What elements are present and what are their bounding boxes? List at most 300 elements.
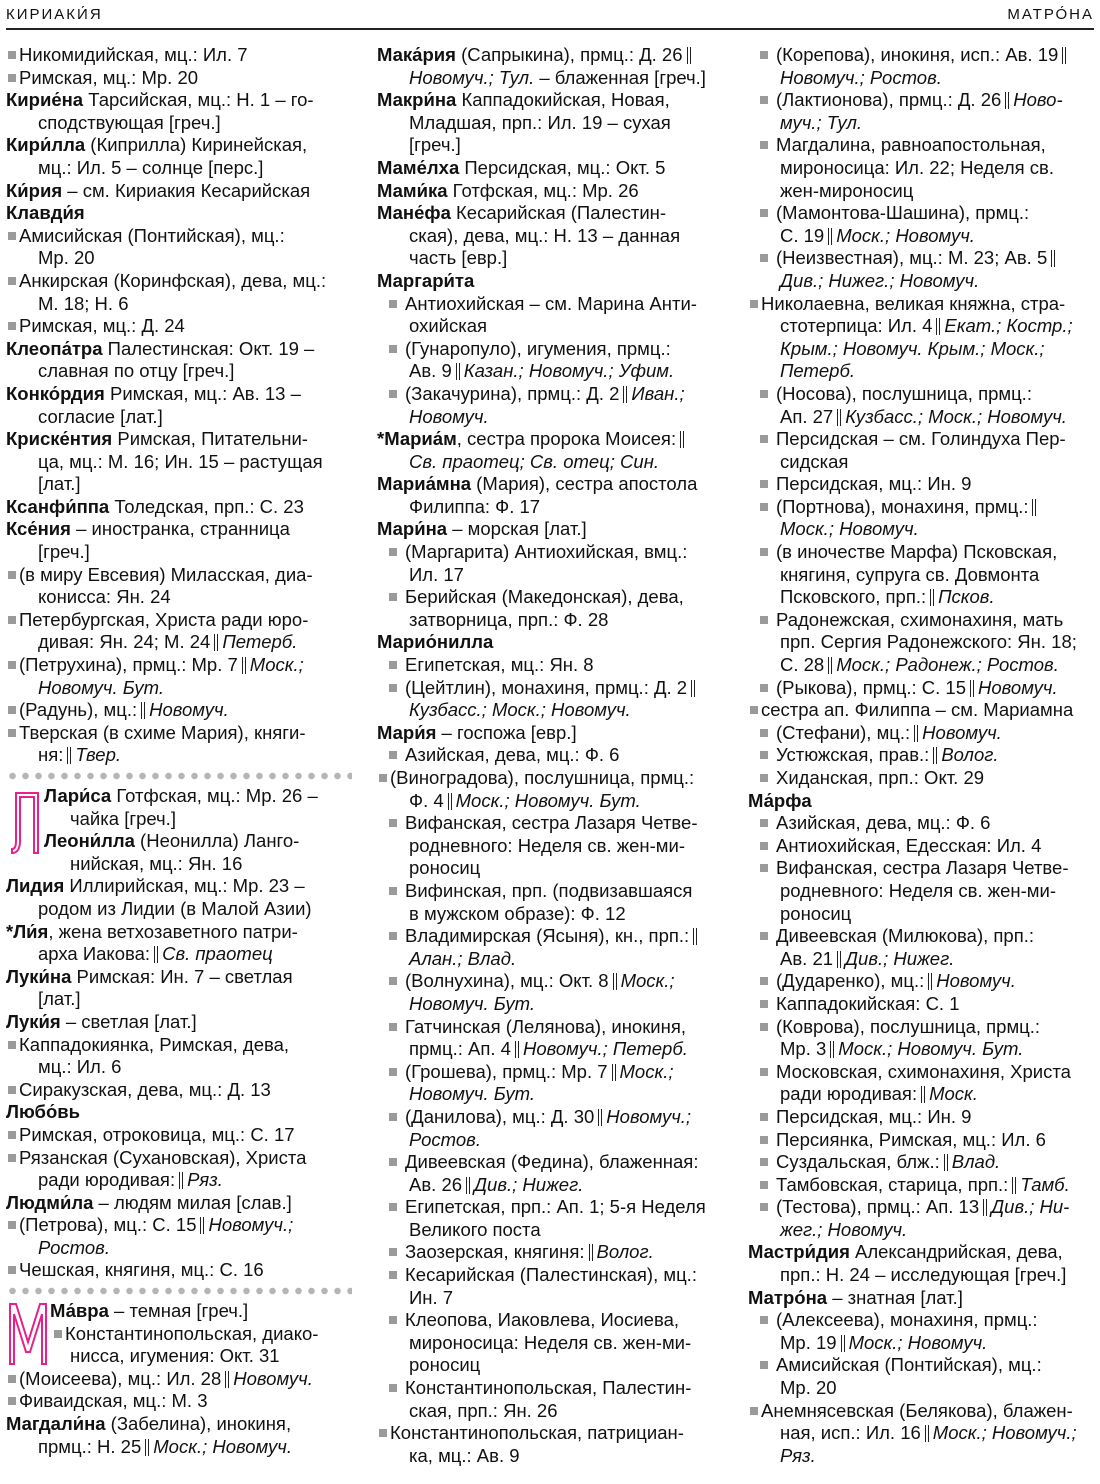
bullet-square-icon (8, 322, 16, 330)
bullet-square-icon (760, 819, 768, 827)
bullet-square-icon (8, 74, 16, 82)
entry-continuation: Ростов. (38, 1236, 110, 1258)
entry-continuation: согласие [лат.] (38, 405, 163, 427)
entry-konkordia: Конко́рдия Римская, мц.: Ав. 13 – (6, 382, 301, 404)
entry-continuation: роносиц (409, 1354, 481, 1376)
list-item: (Радунь), мц.: Новомуч. (6, 699, 352, 722)
headword: *Ли́я (6, 920, 49, 942)
headword: Леони́лла (44, 830, 135, 852)
bullet-square-icon (8, 1086, 16, 1094)
entry-mamelha: Маме́лха Персидская, мц.: Окт. 5 (377, 156, 666, 178)
headword: Луки́я (6, 1010, 61, 1032)
entry-continuation: ская), дева, мц.: Н. 13 – данная (409, 224, 681, 246)
entry-continuation: прп.: Н. 24 – исследующая [греч.] (780, 1264, 1067, 1286)
entry-larisa: Лари́са Готфская, мц.: Мр. 26 – (44, 785, 318, 806)
double-bar-separator-icon (687, 47, 691, 64)
list-item: Кесарийская (Палестинская), мц.: (377, 1264, 725, 1287)
double-bar-separator-icon (214, 634, 218, 651)
headword: Кирие́на (6, 89, 84, 111)
bullet-square-icon (760, 390, 768, 398)
bullet-square-icon (760, 96, 768, 104)
double-bar-separator-icon (589, 1244, 593, 1261)
bullet-square-icon (760, 209, 768, 217)
bullet-square-icon (760, 1181, 768, 1189)
entry-continuation: Див.; Нижег.; Новомуч. (780, 269, 980, 291)
dictionary-columns (6, 44, 1096, 1480)
entry-continuation: Новомуч. Бут. (409, 1083, 535, 1105)
entry-continuation: арха Иакова: Св. праотец (38, 943, 273, 965)
entry-continuation: Ряз. (780, 1444, 816, 1466)
headword: Мари́я (377, 721, 437, 743)
bullet-square-icon (8, 1266, 16, 1274)
entry-makrina: Макри́на Каппадокийская, Новая, (377, 89, 670, 111)
entry-continuation: Мр. 20 (38, 247, 95, 269)
headword: Мами́ка (377, 179, 448, 201)
list-item: (Стефани), мц.: Новомуч. (748, 722, 1096, 745)
double-bar-separator-icon (456, 363, 460, 380)
double-bar-separator-icon (841, 1335, 845, 1352)
headword: Ма́вра (50, 1300, 109, 1322)
entry-continuation: нийская, мц.: Ян. 16 (70, 852, 243, 874)
bullet-square-icon (389, 751, 397, 759)
section-divider (6, 771, 352, 781)
double-bar-separator-icon (448, 793, 452, 810)
bullet-square-icon (760, 1158, 768, 1166)
entry-continuation: роносиц (780, 902, 852, 924)
list-item: Римская, мц.: Мр. 20 (6, 67, 352, 90)
bullet-square-icon (760, 774, 768, 782)
bullet-square-icon (8, 706, 16, 714)
entry-lidia: Лидия Иллирийская, мц.: Мр. 23 – (6, 875, 305, 897)
entry-continuation: жег.; Новомуч. (780, 1218, 908, 1240)
headword: Ксе́ния (6, 518, 71, 540)
headword: Людми́ла (6, 1191, 94, 1213)
entry-continuation: Крым.; Новомуч. Крым.; Моск.; (780, 337, 1045, 359)
list-item: (Неизвестная), мц.: М. 23; Ав. 5 (748, 247, 1096, 270)
double-bar-separator-icon (830, 1041, 834, 1058)
list-item: (Закачурина), прмц.: Д. 2 Иван.; (377, 383, 725, 406)
double-bar-separator-icon (970, 680, 974, 697)
list-item: Антиохийская, Едесская: Ил. 4 (748, 835, 1096, 858)
entry-continuation: [лат.] (38, 473, 81, 495)
entry-continuation: мц.: Ил. 5 – солнце [перс.] (38, 156, 264, 178)
entry-continuation: ская, прп.: Ян. 26 (409, 1399, 558, 1421)
bullet-square-icon (760, 729, 768, 737)
bullet-square-icon (760, 51, 768, 59)
bullet-square-icon (760, 480, 768, 488)
entry-continuation: стотерпица: Ил. 4 Екат.; Костр.; (780, 315, 1073, 337)
bullet-square-icon (389, 887, 397, 895)
list-item: Антиохийская – см. Марина Анти- (377, 293, 725, 316)
double-bar-separator-icon (921, 1086, 925, 1103)
headword: Магдали́на (6, 1413, 106, 1435)
entry-continuation: прмц.: Н. 25 Моск.; Новомуч. (38, 1435, 292, 1457)
entry-continuation: Псковского, прп.: Псков. (780, 586, 995, 608)
entry-continuation: Св. праотец; Св. отец; Син. (409, 450, 660, 472)
list-item: Чешская, княгиня, мц.: С. 16 (6, 1259, 352, 1282)
entry-continuation: Мр. 20 (780, 1377, 837, 1399)
headword: Мака́рия (377, 44, 456, 65)
entry-continuation: мц.: Ил. 6 (38, 1056, 122, 1078)
bullet-square-icon (389, 1158, 397, 1166)
list-item: (Рыкова), прмц.: С. 15 Новомуч. (748, 677, 1096, 700)
section-divider (6, 1286, 352, 1296)
bullet-square-icon (8, 616, 16, 624)
bullet-square-icon (760, 1136, 768, 1144)
entry-continuation: Филиппа: Ф. 17 (409, 495, 541, 517)
headword: Криске́нтия (6, 428, 113, 450)
column-3 (748, 44, 1096, 1467)
bullet-square-icon (389, 1316, 397, 1324)
entry-continuation: дивая: Ян. 24; М. 24 Петерб. (38, 631, 298, 653)
list-item: Египетская, прп.: Ап. 1; 5-я Неделя (377, 1196, 725, 1219)
list-item: Вифанская, сестра Лазаря Четве- (377, 812, 725, 835)
double-bar-separator-icon (925, 1425, 929, 1442)
list-item: (Коврова), послушница, прмц.: (748, 1016, 1096, 1039)
entry-continuation: ради юродивая: Моск. (780, 1083, 978, 1105)
bullet-square-icon (760, 503, 768, 511)
double-bar-separator-icon (200, 1217, 204, 1234)
entry-maria: Мари́я – госпожа [евр.] (377, 721, 577, 743)
letter-section-m (6, 1300, 352, 1368)
entry-continuation: Алан.; Влад. (409, 947, 517, 969)
double-bar-separator-icon (1005, 92, 1009, 109)
bullet-square-icon (379, 774, 387, 782)
entry-manefa: Мане́фа Кесарийская (Палестин- (377, 202, 667, 224)
entry-klavdia (6, 202, 352, 225)
entry-mamika: Мами́ка Готфская, мц.: Мр. 26 (377, 179, 639, 201)
headword: Луки́на (6, 965, 72, 987)
list-item: (Волнухина), мц.: Окт. 8 Моск.; (377, 970, 725, 993)
list-item: Каппадокиянка, Римская, дева, (6, 1034, 352, 1057)
double-bar-separator-icon (928, 973, 932, 990)
list-item: Клеопова, Иаковлева, Иосиева, (377, 1309, 725, 1332)
list-item: Гатчинская (Лелянова), инокиня, (377, 1016, 725, 1039)
list-item: (Петрова), мц.: С. 15 Новомуч.; (6, 1214, 352, 1237)
list-item: Персидская – см. Голиндуха Пер- (748, 428, 1096, 451)
entry-continuation: Младшая, прп.: Ил. 19 – сухая (409, 111, 671, 133)
entry-continuation: Ин. 7 (409, 1286, 454, 1308)
bullet-square-icon (8, 1041, 16, 1049)
list-item: Вифанская, сестра Лазаря Четве- (748, 857, 1096, 880)
list-item: (Грошева), прмц.: Мр. 7 Моск.; (377, 1061, 725, 1084)
double-bar-separator-icon (837, 951, 841, 968)
bullet-square-icon (760, 1203, 768, 1211)
entry-kriskentia: Криске́нтия Римская, Питательни- (6, 428, 308, 450)
list-item: Суздальская, блж.: Влад. (748, 1151, 1096, 1174)
entry-kirilla: Кири́лла (Киприлла) Киринейская, (6, 134, 308, 156)
double-bar-separator-icon (1032, 499, 1036, 516)
list-item: (Маргарита) Антиохийская, вмц.: (377, 541, 725, 564)
double-bar-separator-icon (515, 1041, 519, 1058)
list-item: Рязанская (Сухановская), Христа (6, 1147, 352, 1170)
entry-continuation: [греч.] (38, 541, 90, 563)
headword: Маме́лха (377, 156, 460, 178)
bullet-square-icon (389, 932, 397, 940)
bullet-square-icon (750, 1407, 758, 1415)
double-bar-separator-icon (1062, 47, 1066, 64)
entry-continuation: Ав. 26 Див.; Нижег. (409, 1173, 584, 1195)
list-item: (Виноградова), послушница, прмц.: (377, 767, 725, 790)
headword: Мариа́мна (377, 473, 472, 495)
list-item: Тамбовская, старица, прп.: Тамб. (748, 1174, 1096, 1197)
list-item: (Мамонтова-Шашина), прмц.: (748, 202, 1096, 225)
entry-continuation: ца, мц.: М. 16; Ин. 15 – растущая (38, 450, 323, 472)
bullet-square-icon (760, 1361, 768, 1369)
double-bar-separator-icon (598, 1109, 602, 1126)
headword: Ксанфи́ппа (6, 495, 110, 517)
list-item: (Лактионова), прмц.: Д. 26 Ново- (748, 89, 1096, 112)
double-bar-separator-icon (225, 1371, 229, 1388)
list-item: Петербургская, Христа ради юро- (6, 609, 352, 632)
entry-continuation: роносиц (409, 857, 481, 879)
entry-ksanfippa: Ксанфи́ппа Толедская, прп.: С. 23 (6, 495, 304, 517)
entry-continuation: Ф. 4 Моск.; Новомуч. Бут. (409, 789, 641, 811)
entry-continuation: муч.; Тул. (780, 111, 863, 133)
entry-matrona: Матро́на – знатная [лат.] (748, 1286, 963, 1308)
entry-marina: Мари́на – морская [лат.] (377, 518, 587, 540)
column-2 (377, 44, 725, 1467)
entry-continuation: ня: Твер. (38, 744, 122, 766)
entry-ludmila: Людми́ла – людям милая [слав.] (6, 1191, 292, 1213)
bullet-square-icon (760, 616, 768, 624)
list-item: Берийская (Македонская), дева, (377, 586, 725, 609)
entry-continuation: Ав. 9 Казан.; Новомуч.; Уфим. (409, 360, 675, 382)
double-bar-separator-icon (242, 657, 246, 674)
headword: Клавди́я (6, 202, 85, 224)
entry-continuation: сподствующая [греч.] (38, 111, 221, 133)
list-item: Хиданская, прп.: Окт. 29 (748, 767, 1096, 790)
double-bar-separator-icon (613, 973, 617, 990)
list-item: Анемнясевская (Белякова), блажен- (748, 1400, 1096, 1423)
entry-continuation: затворница, прп.: Ф. 28 (409, 608, 609, 630)
entry-continuation: Великого поста (409, 1218, 541, 1240)
double-bar-separator-icon (154, 946, 158, 963)
list-item: (Данилова), мц.: Д. 30 Новомуч.; (377, 1106, 725, 1129)
list-item: Амисийская (Понтийская), мц.: (748, 1354, 1096, 1377)
headword: Лидия (6, 875, 65, 897)
list-item: (Алексеева), монахиня, прмц.: (748, 1309, 1096, 1332)
list-item: Азийская, дева, мц.: Ф. 6 (377, 744, 725, 767)
list-item: Устюжская, прав.: Волог. (748, 744, 1096, 767)
bullet-square-icon (750, 300, 758, 308)
bullet-square-icon (760, 1000, 768, 1008)
bullet-square-icon (389, 819, 397, 827)
entry-continuation: жен-мироносиц (780, 179, 914, 201)
entry-continuation: мироносица: Неделя св. жен-ми- (409, 1331, 692, 1353)
bullet-square-icon (389, 593, 397, 601)
list-item: (Тестова), прмц.: Ап. 13 Див.; Ни- (748, 1196, 1096, 1219)
list-item: Персидская, мц.: Ин. 9 (748, 473, 1096, 496)
running-header (6, 2, 1094, 30)
entry-continuation: Ап. 27 Кузбасс.; Моск.; Новомуч. (780, 405, 1067, 427)
list-item: (Корепова), инокиня, исп.: Ав. 19 (748, 44, 1096, 67)
headword: Кири́лла (6, 134, 86, 156)
headword: Мастри́дия (748, 1241, 850, 1263)
bullet-square-icon (389, 1248, 397, 1256)
bullet-square-icon (760, 864, 768, 872)
headword: Матро́на (748, 1286, 828, 1308)
double-bar-separator-icon (944, 1154, 948, 1171)
list-item: Фиваидская, мц.: М. 3 (6, 1390, 352, 1413)
entry-continuation: часть [евр.] (409, 247, 508, 269)
entry-continuation: Мр. 3 Моск.; Новомуч. Бут. (780, 1038, 1024, 1060)
entry-continuation: сидская (780, 450, 849, 472)
list-item: (в иночестве Марфа) Псковская, (748, 541, 1096, 564)
entry-lukina: Луки́на Римская: Ин. 7 – светлая (6, 965, 293, 987)
entry-makaria: Мака́рия (Сапрыкина), прмц.: Д. 26 (377, 44, 725, 67)
bullet-square-icon (389, 1271, 397, 1279)
double-bar-separator-icon (983, 1199, 987, 1216)
list-item: Дивеевская (Милюкова), прп.: (748, 925, 1096, 948)
double-bar-separator-icon (930, 589, 934, 606)
bullet-square-icon (389, 345, 397, 353)
bullet-square-icon (389, 1023, 397, 1031)
entry-continuation: Новомуч.; Тул. – блаженная [греч.] (409, 66, 706, 88)
headword: Ки́рия (6, 179, 63, 201)
entry-mariamna: Мариа́мна (Мария), сестра апостола (377, 473, 698, 495)
entry-lukia: Луки́я – светлая [лат.] (6, 1010, 197, 1032)
double-bar-separator-icon (612, 1064, 616, 1081)
bullet-square-icon (8, 661, 16, 669)
bullet-square-icon (760, 1023, 768, 1031)
entry-continuation: [лат.] (38, 988, 81, 1010)
double-bar-separator-icon (693, 928, 697, 945)
double-bar-separator-icon (1051, 250, 1055, 267)
entry-kiriena: Кирие́на Тарсийская, мц.: Н. 1 – го- (6, 89, 314, 111)
list-item: Константинопольская, Палестин- (377, 1377, 725, 1400)
list-item: Дивеевская (Федина), блаженная: (377, 1151, 725, 1174)
bullet-square-icon (389, 390, 397, 398)
list-item: Заозерская, княгиня: Волог. (377, 1241, 725, 1264)
entry-continuation: Новомуч. Бут. (38, 676, 164, 698)
list-item: (Моисеева), мц.: Ил. 28 Новомуч. (6, 1368, 352, 1391)
entry-continuation: ная, исп.: Ил. 16 Моск.; Новомуч.; (780, 1422, 1077, 1444)
entry-continuation: Новомуч. Бут. (409, 992, 535, 1014)
entry-continuation: прп. Сергия Радонежского: Ян. 18; (780, 631, 1077, 653)
bullet-square-icon (760, 684, 768, 692)
entry-continuation: Мр. 19 Моск.; Новомуч. (780, 1331, 988, 1353)
headword: Мане́фа (377, 202, 451, 224)
letter-section-l (6, 785, 352, 875)
bullet-square-icon (760, 141, 768, 149)
double-bar-separator-icon (145, 1439, 149, 1456)
list-item: Египетская, мц.: Ян. 8 (377, 654, 725, 677)
entry-continuation: родневного: Неделя св. жен-ми- (780, 879, 1056, 901)
headword: Марио́нилла (377, 631, 494, 653)
entry-continuation: Ростов. (409, 1128, 481, 1150)
bullet-square-icon (389, 1384, 397, 1392)
entry-continuation: чайка [греч.] (70, 807, 176, 829)
double-bar-separator-icon (828, 228, 832, 245)
entry-mariam: *Мариа́м, сестра пророка Моисея: (377, 428, 725, 451)
double-bar-separator-icon (623, 386, 627, 403)
list-item: Никомидийская, мц.: Ил. 7 (6, 44, 352, 67)
bullet-square-icon (379, 1429, 387, 1437)
entry-continuation: С. 28 Моск.; Радонеж.; Ростов. (780, 654, 1059, 676)
bullet-square-icon (8, 51, 16, 59)
bullet-square-icon (389, 548, 397, 556)
headword: Клеопа́тра (6, 337, 103, 359)
bullet-square-icon (760, 977, 768, 985)
headword: Мари́на (377, 518, 448, 540)
double-bar-separator-icon (1012, 1177, 1016, 1194)
bullet-square-icon (760, 751, 768, 759)
headword: Любо́вь (6, 1101, 81, 1123)
list-item: Московская, схимонахиня, Христа (748, 1061, 1096, 1084)
list-item: (в миру Евсевия) Миласская, диа- (6, 564, 352, 587)
headword: *Мариа́м (377, 428, 457, 450)
entry-continuation: ка, мц.: Ав. 9 (409, 1444, 520, 1466)
entry-kiria: Ки́рия – см. Кириакия Кесарийская (6, 179, 311, 201)
double-bar-separator-icon (680, 431, 684, 448)
list-item: Вифинская, прп. (подвизавшаяся (377, 880, 725, 903)
bullet-square-icon (389, 977, 397, 985)
entry-continuation: С. 19 Моск.; Новомуч. (780, 224, 975, 246)
entry-continuation: родом из Лидии (в Малой Азии) (38, 897, 312, 919)
list-item: (Цейтлин), монахиня, прмц.: Д. 2 (377, 677, 725, 700)
bullet-square-icon (8, 1221, 16, 1229)
bullet-square-icon (8, 1131, 16, 1139)
list-item: Радонежская, схимонахиня, мать (748, 609, 1096, 632)
bullet-square-icon (389, 684, 397, 692)
list-item: Константинопольская, диако- (6, 1323, 352, 1346)
header-right-entry: МАТРО́НА (1007, 6, 1094, 23)
entry-continuation: Ав. 21 Див.; Нижег. (780, 947, 955, 969)
list-item: (Дударенко), мц.: Новомуч. (748, 970, 1096, 993)
list-item: Сиракузская, дева, мц.: Д. 13 (6, 1079, 352, 1102)
headword: Ма́рфа (748, 789, 812, 811)
bullet-square-icon (760, 435, 768, 443)
list-item: Константинопольская, патрициан- (377, 1422, 725, 1445)
bullet-square-icon (760, 548, 768, 556)
entry-continuation: княгиня, супруга св. Довмонта (780, 563, 1040, 585)
entry-marfa (748, 790, 1096, 813)
list-item: Владимирская (Ясыня), кн., прп.: (377, 925, 725, 948)
bullet-square-icon (389, 1203, 397, 1211)
headword: Конко́рдия (6, 382, 105, 404)
bullet-square-icon (760, 842, 768, 850)
entry-magdalina: Магдали́на (Забелина), инокиня, (6, 1413, 292, 1435)
headword: Макри́на (377, 89, 457, 111)
bullet-square-icon (389, 1068, 397, 1076)
bullet-square-icon (8, 571, 16, 579)
double-bar-separator-icon (837, 409, 841, 426)
bullet-square-icon (750, 706, 758, 714)
big-letter-l-icon (10, 789, 42, 855)
entry-continuation: ради юродивая: Ряз. (38, 1169, 223, 1191)
list-item: Николаевна, великая княжна, стра- (748, 293, 1096, 316)
entry-continuation: славная по отцу [греч.] (38, 360, 235, 382)
list-item: Каппадокийская: С. 1 (748, 993, 1096, 1016)
list-item: Магдалина, равноапостольная, (748, 134, 1096, 157)
entry-marionilla (377, 631, 725, 654)
column-1 (6, 44, 352, 1458)
bullet-square-icon (8, 232, 16, 240)
double-bar-separator-icon (141, 702, 145, 719)
entry-mavra: Ма́вра – темная [греч.] (50, 1300, 249, 1322)
entry-continuation: конисса: Ян. 24 (38, 586, 171, 608)
list-item: (Носова), послушница, прмц.: (748, 383, 1096, 406)
list-item: Римская, отроковица, мц.: С. 17 (6, 1124, 352, 1147)
entry-continuation: Новомуч.; Ростов. (780, 66, 942, 88)
entry-continuation: мироносица: Ил. 22; Неделя св. (780, 156, 1054, 178)
entry-leonilla: Леони́лла (Неонилла) Ланго- (44, 830, 300, 852)
bullet-square-icon (760, 254, 768, 262)
bullet-square-icon (8, 277, 16, 285)
entry-continuation: Моск.; Новомуч. (780, 518, 919, 540)
bullet-square-icon (8, 1154, 16, 1162)
